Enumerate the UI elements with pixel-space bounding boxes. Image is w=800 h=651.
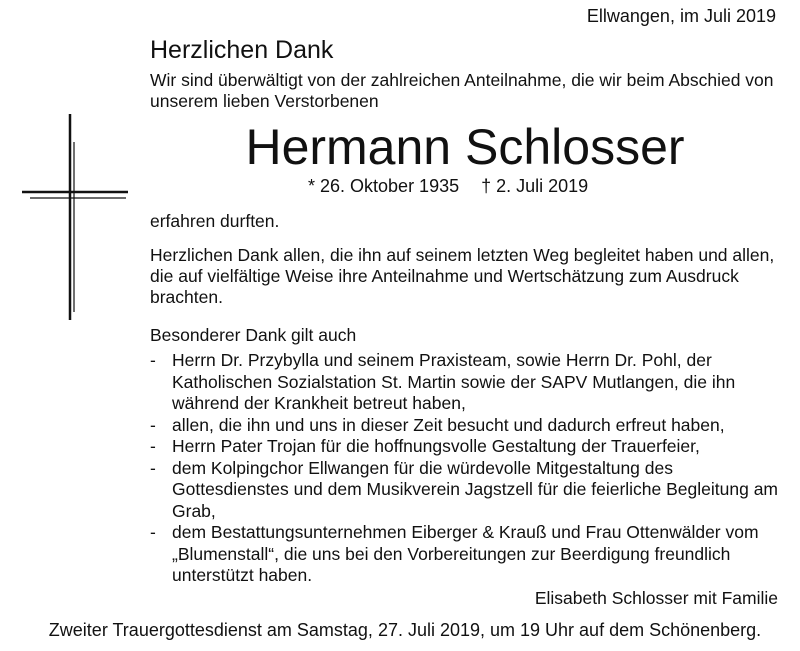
list-item: - Herrn Pater Trojan für die hoffnungsvolle Gestaltung der Trauerfeier, [150, 436, 700, 456]
list-item: - allen, die ihn und uns in dieser Zeit besucht und dadurch erfreut haben, [150, 414, 725, 435]
deceased-name: Hermann Schlosser [245, 119, 685, 175]
special-thanks-heading: Besonderer Dank gilt auch [150, 325, 357, 345]
thanks-paragraph: Herzlichen Dank allen, die ihn auf seinem letzten Weg begleitet haben und allen, die auf vielfältige Weise ihre Anteilnahme und Wertschätzung zum Ausdruck brachten. [150, 245, 775, 307]
life-dates [308, 176, 588, 197]
thanks-list [150, 350, 790, 587]
place-date: Ellwangen, im Juli 2019 [586, 6, 776, 26]
service-notice: Zweiter Trauergottesdienst am Samstag, 27. Juli 2019, um 19 Uhr auf dem Schönenberg. [48, 620, 762, 640]
death-date: † 2. Juli 2019 [481, 176, 589, 196]
birth-date: * 26. Oktober 1935 [308, 176, 460, 196]
list-item: - dem Bestattungsunternehmen Eiberger & Krauß und Frau Ottenwälder vom „Blumenstall“, die uns bei den Vorbereitungen zur Beerdigung freundlich unterstützt haben. [150, 522, 759, 585]
intro-text: Wir sind überwältigt von der zahlreichen Anteilnahme, die wir beim Abschied von unserem lieben Verstorbenen [150, 70, 774, 111]
erfahren-text: erfahren durften. [150, 211, 280, 231]
heading: Herzlichen Dank [150, 36, 334, 64]
signature: Elisabeth Schlosser mit Familie [534, 588, 778, 608]
list-item: - dem Kolpingchor Ellwangen für die würdevolle Mitgestaltung des Gottesdienstes und dem Musikverein Jagstzell für die feierliche Begleitung am Grab, [150, 457, 779, 521]
list-item: - Herrn Dr. Przybylla und seinem Praxisteam, sowie Herrn Dr. Pohl, der Katholischen Sozialstation St. Martin sowie der SAPV Mutlangen, die ihn während der Krankheit betreut haben, [150, 350, 736, 413]
